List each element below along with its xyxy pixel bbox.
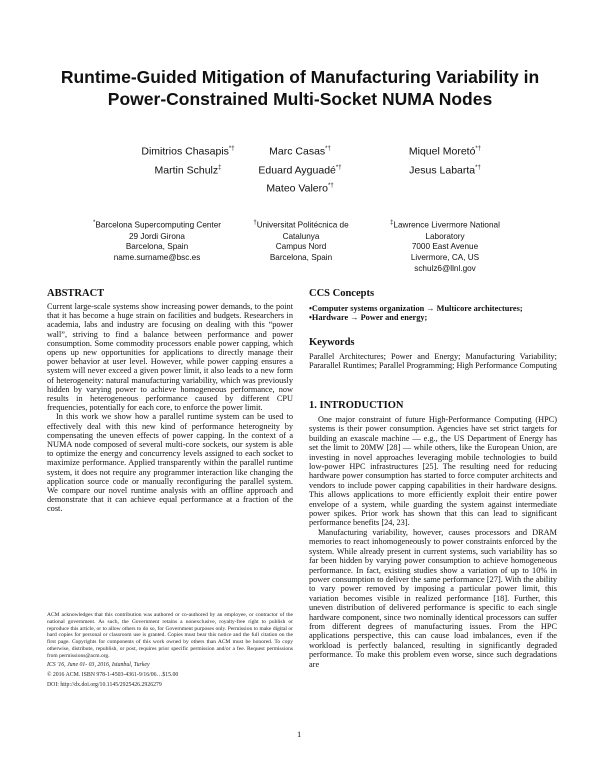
paper-title: Runtime-Guided Mitigation of Manufacturing Variability in Power-Constrained Multi-Socket NUMA Nodes [60,67,540,109]
abstract-body [47,302,293,514]
affiliation-bsc: *Barcelona Supercomputing Center 29 Jordi Girona Barcelona, Spain name.surname@bsc.es [93,220,221,263]
ccs-heading: CCS Concepts [309,288,375,299]
author: Martin Schulz‡ [154,164,222,176]
copyright-notice: ACM acknowledges that this contribution was authored or co-authored by an employee, or contractor of the national government. As such, the Government retains a nonexclusive, royalty-free right to publish or reproduce this article, or to allow others to do so, for Government purposes only. Permission to make digital or hard copies for personal or classroom use is granted. Copies must bear this notice and the full citation on the first page. Copyrights for components of this work owned by others than ACM must be honored. To copy otherwise, distribute, republish, or post, requires prior specific permission and/or a fee. Request permissions from permissions@acm.org. [47,612,293,659]
affiliation-upc: †Universitat Politécnica de Catalunya Campus Nord Barcelona, Spain [253,220,349,263]
author: Eduard Ayguadé*† [258,164,342,176]
abstract-paragraph: Current large-scale systems show increasing power demands, to the point that it has become a huge strain on facilities and budgets. Researchers in academia, labs and industry are focusing on dealing with this “power wall”, striving to find a balance between performance and power consumption. Some commodity processors enable power capping, which opens up new opportunities for applications to directly manage their power behavior at user level. However, while power capping ensures a system will never exceed a given power limit, it also leads to a new form of heterogeneity: natural manufacturing variability, which was previously hidden by varying power to achieve homogeneous performance, now results in heterogeneous performance caused by different CPU frequencies, potentially for each core, to enforce the power limit. [47,302,293,413]
abstract-paragraph: In this work we show how a parallel runtime system can be used to effectively deal with this new kind of performance heterogneity by compensating the uneven effects of power capping. In the context of a NUMA node composed of several multi-core sockets, our system is able to optimize the energy and concurrency levels assigned to each socket to maximize performance. Applied transparently within the parallel runtime system, it does not require any programmer interaction like changing the application source code or manually reconfiguring the parallel system. We compare our novel runtime analysis with an offline approach and demonstrate that it can achieve equal performance at a fraction of the cost. [47,412,293,514]
affiliation-llnl: ‡Lawrence Livermore National Laboratory 7000 East Avenue Livermore, CA, US schulz6@llnl.gov [390,220,500,273]
author: Marc Casas*† [269,145,331,158]
copyright-line: © 2016 ACM. ISBN 978-1-4503-4361-9/16/06…$15.00 [47,671,179,678]
keywords-heading: Keywords [309,337,355,348]
author: Dimitrios Chasapis*† [141,145,235,158]
keywords-text: Parallel Architectures; Power and Energy; Manufacturing Variability; Pararallel Runtimes; Parallel Programming; High Performance Computing [309,352,557,371]
doi-link[interactable]: DOI: http://dx.doi.org/10.1145/2925426.2926279 [47,681,162,688]
introduction-heading: 1. INTRODUCTION [309,400,404,411]
abstract-heading: ABSTRACT [47,288,105,299]
introduction-body [309,415,557,669]
author: Miquel Moretó*† [408,145,482,158]
ccs-concepts: •Computer systems organization → Multicore architectures; •Hardware → Power and energy; [309,304,523,323]
venue: ICS '16, June 01- 03, 2016, Istanbul, Turkey [47,661,150,668]
author-column-3 [355,141,535,178]
intro-paragraph: Manufacturing variability, however, causes processors and DRAM memories to react inhomogeneously to power constraints enforced by the system. While already present in current systems, such variability has so far been hidden by varying power consumption to achieve homogeneous performance. In fact, existing studies show a variation of up to 10% in power consumption to deliver the same performance [27]. With the ability to vary power removed by imposing a particular power limit, this variation becomes visible in realized performance [18]. Further, this uneven distribution of delivered performance is specific to each single hardware component, since two nominally identical processors can suffer from different degrees of manufacturing issues. From the HPC applications perspective, this can cause load imbalances, even if the workload is perfectly balanced, resulting in significantly degraded performance. To make this problem even worse, since such degradations are [309,527,557,669]
copyright-footer [47,612,293,690]
author: Mateo Valero*† [266,182,334,195]
author: Jesus Labarta*† [409,164,481,176]
intro-paragraph: One major constraint of future High-Performance Computing (HPC) systems is their power consumption. Agencies have set strict targets for building an exascale machine — e.g., the US Department of Energy has set the limit to 20MW [28] — while others, like the European Union, are investing in novel approaches leveraging mobile technologies to build low-power HPC infrastructures [25]. The resulting need for reducing hardware power consumption has started to force computer architects and vendors to include power capping capabilities in their hardware designs. This allows applications to more efficiently exploit their entire power envelope of a system, while guarding the system against intermediate power spikes. Prior work has shown that this can lead to significant performance benefits [24, 23]. [309,415,557,528]
page-number: 1 [297,729,302,739]
